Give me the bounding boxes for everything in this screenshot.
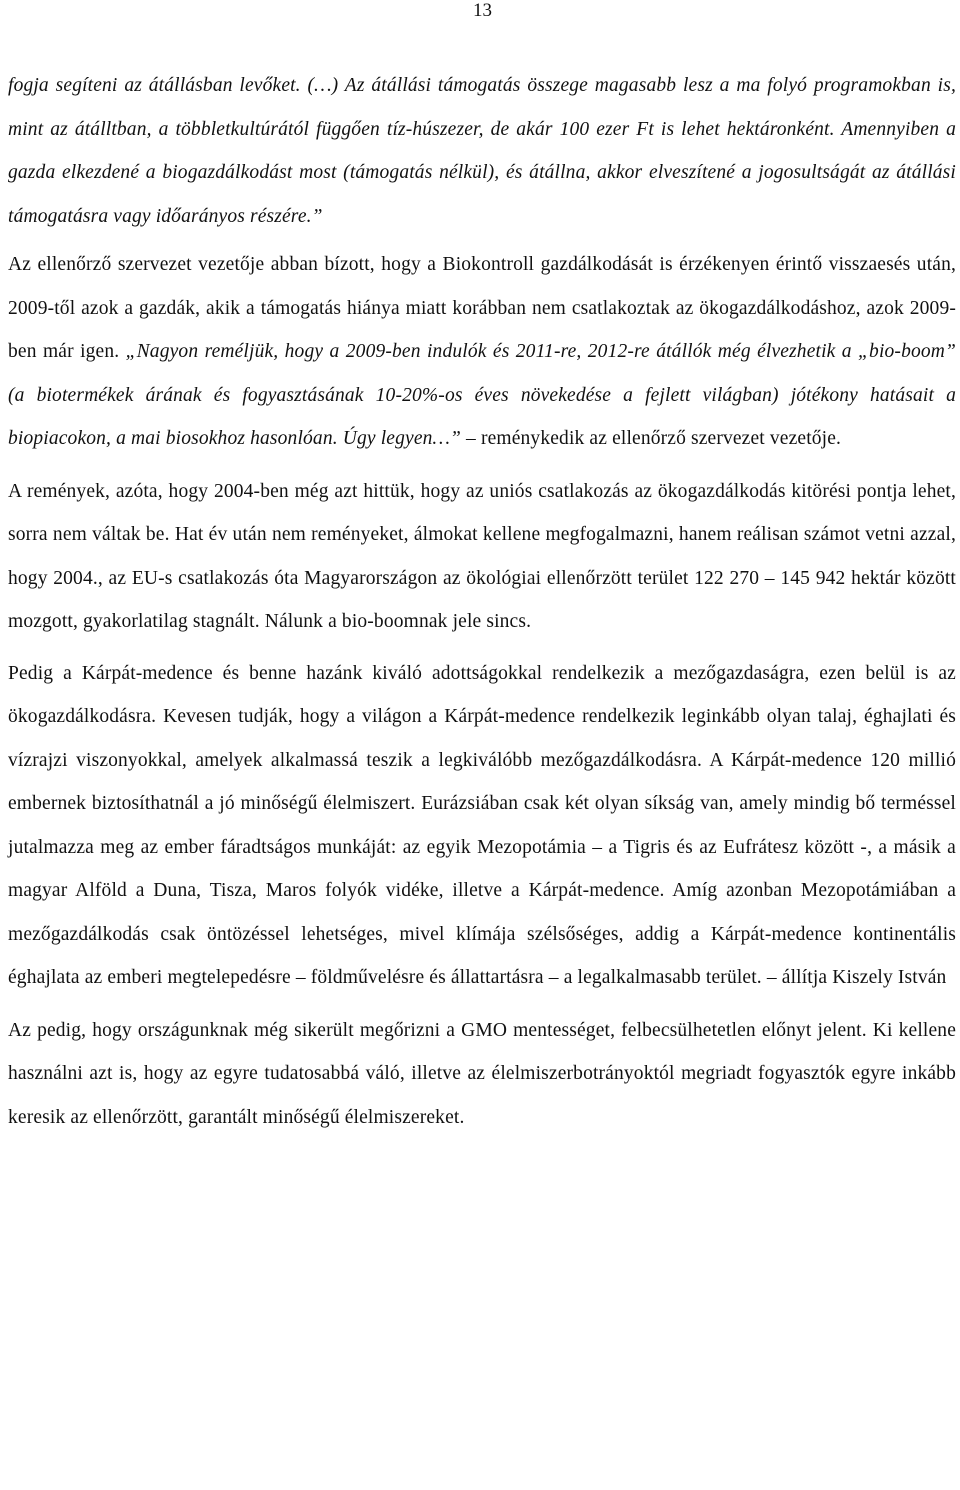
paragraph-3 [8, 470, 956, 644]
body-text: Az ellenőrző szervezet vezetője abban bízott, hogy a Biokontroll gazdálkodását is érzékenyen érintő visszaesés után, 2009-től azok a gazdák, akik a támogatás hiánya miatt korábban nem csatlakoztak az ökogazdálkodáshoz, azok 2009-ben már igen. [8, 254, 956, 362]
page-number: 13 [473, 0, 492, 21]
body-text: – reménykedik az ellenőrző szervezet vezetője. [461, 428, 842, 449]
quote-text: fogja segíteni az átállásban levőket. (…) Az átállási támogatás összege magasabb lesz a ma folyó programokban is, mint az átálltban, a többletkultúrától függően tíz-húszezer, de akár 100 ezer Ft is lehet hektáronként. Amennyiben a gazda elkezdené a biogazdálkodást most (támogatás nélkül), és átállna, akkor elveszítené a jogosultságát az átállási támogatásra vagy időarányos részére.” [8, 75, 956, 227]
body-text: Az pedig, hogy országunknak még sikerült megőrizni a GMO mentességet, felbecsülhetetlen előnyt jelent. Ki kellene használni azt is, hogy az egyre tudatosabbá váló, illetve az élelmiszerbotrányoktól megriadt fogyasztók egyre inkább keresik az ellenőrzött, garantált minőségű élelmiszereket. [8, 1019, 956, 1128]
paragraph-2 [8, 243, 956, 461]
body-text: A remények, azóta, hogy 2004-ben még azt hittük, hogy az uniós csatlakozás az ökogazdálkodás kitörési pontja lehet, sorra nem váltak be. Hat év után nem reményeket, álmokat kellene megfogalmazni, hanem reálisan számot vetni azzal, hogy 2004., az EU-s csatlakozás óta Magyarországon az ökológiai ellenőrzött terület 122 270 – 145 942 hektár között mozgott, gyakorlatilag stagnált. Nálunk a bio-boomnak jele sincs. [8, 480, 956, 632]
document-body [8, 64, 956, 1153]
paragraph-1 [8, 64, 956, 238]
paragraph-4 [8, 652, 956, 1000]
quote-text: „Nagyon reméljük, hogy a 2009-ben indulók és 2011-re, 2012-re átállók még élvezhetik a „bio-boom” (a biotermékek árának és fogyasztásának 10-20%-os éves növekedése a fejlett világban) jótékony hatásait a biopiacokon, a mai biosokhoz hasonlóan. Úgy legyen…” [8, 341, 956, 449]
body-text: Pedig a Kárpát-medence és benne hazánk kiváló adottságokkal rendelkezik a mezőgazdaságra, ezen belül is az ökogazdálkodásra. Kevesen tudják, hogy a világon a Kárpát-medence rendelkezik leginkább olyan talaj, éghajlati és vízrajzi viszonyokkal, amelyek alkalmassá teszik a legkiválóbb mezőgazdálkodásra. A Kárpát-medence 120 millió embernek biztosíthatnál a jó minőségű élelmiszert. Eurázsiában csak két olyan síkság van, amely mindig bő terméssel jutalmazza meg az ember fáradtságos munkáját: az egyik Mezopotámia – a Tigris és az Eufrátesz között -, a másik a magyar Alföld a Duna, Tisza, Maros folyók vidéke, illetve a Kárpát-medence. Amíg azonban Mezopotámiában a mezőgazdálkodás csak öntözéssel lehetséges, mivel klímája szélsőséges, addig a Kárpát-medence kontinentális éghajlata az emberi megtelepedésre – földművelésre és állattartásra – a legalkalmasabb terület. – állítja Kiszely István [8, 662, 956, 988]
paragraph-5 [8, 1009, 956, 1140]
